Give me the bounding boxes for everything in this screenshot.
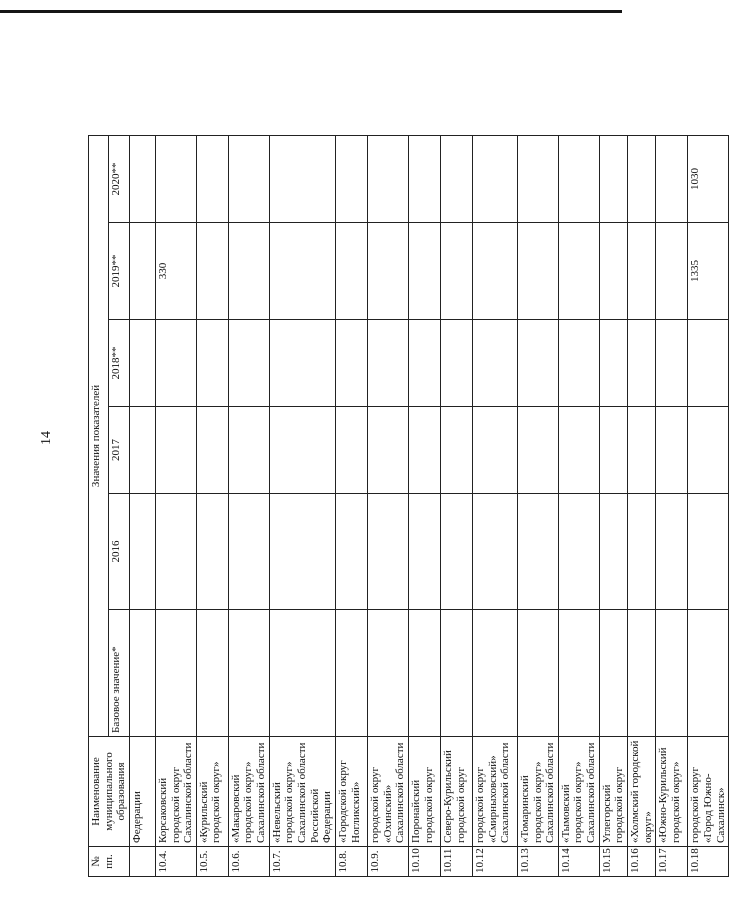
row-num: 10.13 xyxy=(517,847,558,877)
row-num: 10.11 xyxy=(440,847,472,877)
row-2016 xyxy=(155,494,196,610)
row-2017 xyxy=(367,407,408,494)
row-num: 10.16 xyxy=(628,847,656,877)
row-2016 xyxy=(628,494,656,610)
row-num: 10.4. xyxy=(155,847,196,877)
row-2017 xyxy=(472,407,517,494)
row-2017 xyxy=(129,407,155,494)
row-base xyxy=(517,610,558,737)
row-name: «Тымовский городской округ» Сахалинской области xyxy=(558,737,599,847)
row-num: 10.8. xyxy=(335,847,367,877)
row-num: 10.10 xyxy=(408,847,440,877)
row-name: Углегорский городской округ xyxy=(599,737,627,847)
row-2018 xyxy=(440,320,472,407)
table-row xyxy=(408,135,440,876)
table-body xyxy=(129,135,728,876)
row-name: Поронайский городской округ xyxy=(408,737,440,847)
rotated-table-wrapper xyxy=(88,136,727,877)
row-name: «Холмский городской округ» xyxy=(628,737,656,847)
row-name: Корсаковский городской округ Сахалинской области xyxy=(155,737,196,847)
row-name: Федерации xyxy=(129,737,155,847)
row-num: 10.9. xyxy=(367,847,408,877)
row-2020 xyxy=(628,135,656,222)
row-2017 xyxy=(408,407,440,494)
row-2016 xyxy=(129,494,155,610)
header-2020: 2020** xyxy=(109,135,129,222)
row-2016 xyxy=(408,494,440,610)
row-2018 xyxy=(599,320,627,407)
row-2016 xyxy=(196,494,228,610)
row-2018 xyxy=(155,320,196,407)
row-2020 xyxy=(196,135,228,222)
row-num: 10.14 xyxy=(558,847,599,877)
row-2020 xyxy=(472,135,517,222)
row-2019 xyxy=(440,223,472,320)
table-row xyxy=(228,135,269,876)
row-2016 xyxy=(228,494,269,610)
table-row xyxy=(440,135,472,876)
table-row xyxy=(269,135,335,876)
row-base xyxy=(599,610,627,737)
row-2017 xyxy=(269,407,335,494)
table-row xyxy=(196,135,228,876)
header-2018: 2018** xyxy=(109,320,129,407)
row-2020 xyxy=(129,135,155,222)
header-values-group: Значения показателей xyxy=(89,135,109,736)
row-2019 xyxy=(335,223,367,320)
row-2018 xyxy=(129,320,155,407)
row-2017 xyxy=(155,407,196,494)
row-2019 xyxy=(599,223,627,320)
row-2016 xyxy=(269,494,335,610)
row-num: 10.18 xyxy=(688,847,729,877)
row-2019: 1335 xyxy=(688,223,729,320)
row-base xyxy=(155,610,196,737)
row-base xyxy=(269,610,335,737)
row-2020 xyxy=(335,135,367,222)
row-num: 10.6. xyxy=(228,847,269,877)
row-base xyxy=(628,610,656,737)
table-row xyxy=(155,135,196,876)
row-base xyxy=(228,610,269,737)
row-2016 xyxy=(335,494,367,610)
row-base xyxy=(440,610,472,737)
row-name: городской округ «Город Южно-Сахалинск» xyxy=(688,737,729,847)
row-2018 xyxy=(196,320,228,407)
row-2020 xyxy=(155,135,196,222)
indicators-table xyxy=(88,135,729,877)
header-name: Наименование муниципального образования xyxy=(89,737,130,847)
top-border-line xyxy=(0,10,622,13)
row-2020 xyxy=(517,135,558,222)
row-name: городской округ «Смирныховский» Сахалинской области xyxy=(472,737,517,847)
row-2016 xyxy=(440,494,472,610)
row-num: 10.12 xyxy=(472,847,517,877)
header-num: № пп. xyxy=(89,847,130,877)
row-2019 xyxy=(367,223,408,320)
row-2019 xyxy=(129,223,155,320)
row-2020 xyxy=(656,135,688,222)
row-num: 10.17 xyxy=(656,847,688,877)
row-name: «Макаровский городской округ» Сахалинской области xyxy=(228,737,269,847)
table-row xyxy=(628,135,656,876)
row-2016 xyxy=(599,494,627,610)
row-2017 xyxy=(335,407,367,494)
row-num: 10.7. xyxy=(269,847,335,877)
row-2018 xyxy=(517,320,558,407)
row-name: «Невельский городской округ» Сахалинской области Российской Федерации xyxy=(269,737,335,847)
row-2017 xyxy=(599,407,627,494)
row-2016 xyxy=(472,494,517,610)
row-2017 xyxy=(440,407,472,494)
row-base xyxy=(656,610,688,737)
row-2020 xyxy=(599,135,627,222)
row-base xyxy=(558,610,599,737)
row-base xyxy=(367,610,408,737)
row-2017 xyxy=(517,407,558,494)
row-2020 xyxy=(367,135,408,222)
row-2019 xyxy=(472,223,517,320)
row-2017 xyxy=(628,407,656,494)
row-name: «Городской округ Ногликский» xyxy=(335,737,367,847)
row-2017 xyxy=(656,407,688,494)
row-2019 xyxy=(228,223,269,320)
row-base xyxy=(472,610,517,737)
row-2016 xyxy=(367,494,408,610)
row-2016 xyxy=(688,494,729,610)
row-2017 xyxy=(228,407,269,494)
row-2020 xyxy=(408,135,440,222)
table-row xyxy=(472,135,517,876)
row-2018 xyxy=(628,320,656,407)
table-row xyxy=(656,135,688,876)
row-2018 xyxy=(656,320,688,407)
table-row xyxy=(599,135,627,876)
row-name: «Южно-Курильский городской округ» xyxy=(656,737,688,847)
row-2018 xyxy=(688,320,729,407)
row-2019 xyxy=(517,223,558,320)
table-row xyxy=(367,135,408,876)
header-2017: 2017 xyxy=(109,407,129,494)
row-num: 10.5. xyxy=(196,847,228,877)
row-2019: 330 xyxy=(155,223,196,320)
header-row xyxy=(89,135,109,876)
table-row xyxy=(558,135,599,876)
row-name: «Томаринский городской округ» Сахалинской области xyxy=(517,737,558,847)
table-row xyxy=(688,135,729,876)
header-base: Базовое значение* xyxy=(109,610,129,737)
row-2020 xyxy=(269,135,335,222)
page-number: 14 xyxy=(39,431,54,445)
row-base xyxy=(196,610,228,737)
table-row xyxy=(517,135,558,876)
row-2018 xyxy=(228,320,269,407)
row-2018 xyxy=(558,320,599,407)
row-base xyxy=(335,610,367,737)
row-2020 xyxy=(558,135,599,222)
row-2018 xyxy=(367,320,408,407)
row-2020: 1030 xyxy=(688,135,729,222)
row-2019 xyxy=(558,223,599,320)
row-2016 xyxy=(517,494,558,610)
row-base xyxy=(129,610,155,737)
row-2020 xyxy=(228,135,269,222)
row-2020 xyxy=(440,135,472,222)
header-2019: 2019** xyxy=(109,223,129,320)
row-2018 xyxy=(472,320,517,407)
table-row xyxy=(129,135,155,876)
row-2019 xyxy=(408,223,440,320)
row-name: Северо-Курильский городской округ xyxy=(440,737,472,847)
row-2016 xyxy=(558,494,599,610)
row-name: «Курильский городской округ» xyxy=(196,737,228,847)
header-2016: 2016 xyxy=(109,494,129,610)
row-2019 xyxy=(656,223,688,320)
row-2016 xyxy=(656,494,688,610)
row-2017 xyxy=(196,407,228,494)
row-base xyxy=(688,610,729,737)
row-base xyxy=(408,610,440,737)
row-2019 xyxy=(628,223,656,320)
row-2018 xyxy=(269,320,335,407)
row-2018 xyxy=(408,320,440,407)
table-row xyxy=(335,135,367,876)
row-2019 xyxy=(196,223,228,320)
row-2017 xyxy=(688,407,729,494)
row-num xyxy=(129,847,155,877)
row-2018 xyxy=(335,320,367,407)
row-name: городской округ «Охинский» Сахалинской области xyxy=(367,737,408,847)
row-2017 xyxy=(558,407,599,494)
row-2019 xyxy=(269,223,335,320)
row-num: 10.15 xyxy=(599,847,627,877)
